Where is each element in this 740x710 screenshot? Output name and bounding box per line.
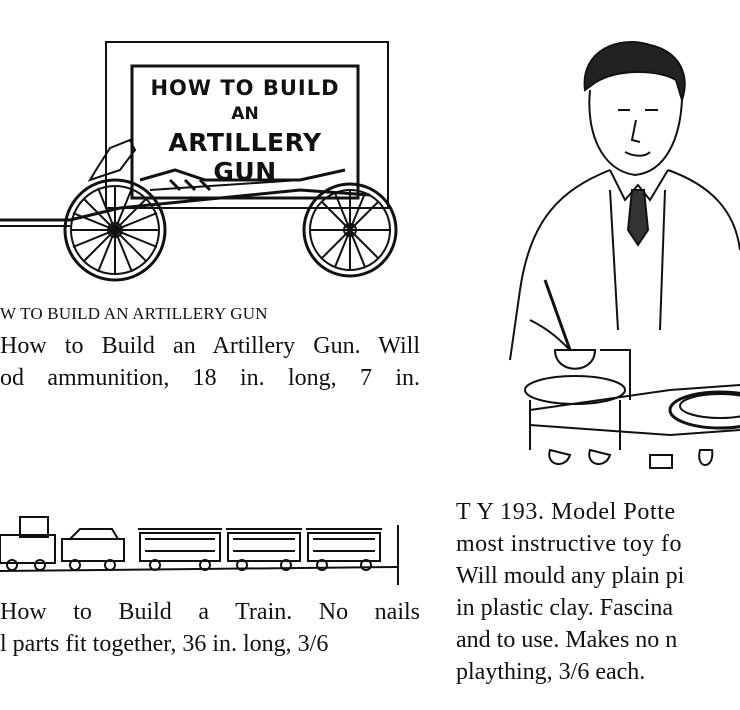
artillery-description-line2: od ammunition, 18 in. long, 7 in. xyxy=(0,365,420,391)
train-description xyxy=(0,596,420,660)
potter-description-line4: in plastic clay. Fascina xyxy=(456,595,674,621)
boy-tie xyxy=(628,190,648,245)
train-carriage xyxy=(138,529,222,570)
board-title-line2: AN xyxy=(231,104,259,124)
potter-boy-illustration xyxy=(500,30,740,470)
potter-description-line6: plaything, 3/6 each. xyxy=(456,659,646,685)
train-description-line2: l parts fit together, 36 in. long, 3/6 xyxy=(0,631,329,657)
train-tender xyxy=(62,529,124,570)
boy-hair xyxy=(585,42,685,100)
board-title-line1: HOW TO BUILD xyxy=(150,76,340,100)
potter-description xyxy=(456,496,740,688)
train-illustration xyxy=(0,505,400,585)
train-description-line1: How to Build a Train. No nails xyxy=(0,599,420,625)
train-locomotive xyxy=(0,517,55,570)
gun-carriage xyxy=(0,190,370,220)
train-track xyxy=(0,567,398,571)
train-carriage xyxy=(306,529,382,570)
artillery-description-line1: How to Build an Artillery Gun. Will xyxy=(0,333,420,359)
potter-description-line2: most instructive toy fo xyxy=(456,531,682,557)
potter-description-line3: Will mould any plain pi xyxy=(456,563,685,589)
artillery-caption: W TO BUILD AN ARTILLERY GUN xyxy=(0,304,268,323)
clay-pot xyxy=(555,350,595,369)
train-carriage xyxy=(226,529,302,570)
pottery-wheel xyxy=(525,376,625,404)
board-title-line3: ARTILLERY GUN xyxy=(168,128,322,186)
potter-tool xyxy=(545,280,570,350)
potter-description-line5: and to use. Makes no n xyxy=(456,627,678,653)
potter-description-line1: T Y 193. Model Potte xyxy=(456,499,676,525)
flywheel xyxy=(670,392,740,428)
boy-face xyxy=(589,90,682,175)
artillery-description xyxy=(0,330,420,394)
